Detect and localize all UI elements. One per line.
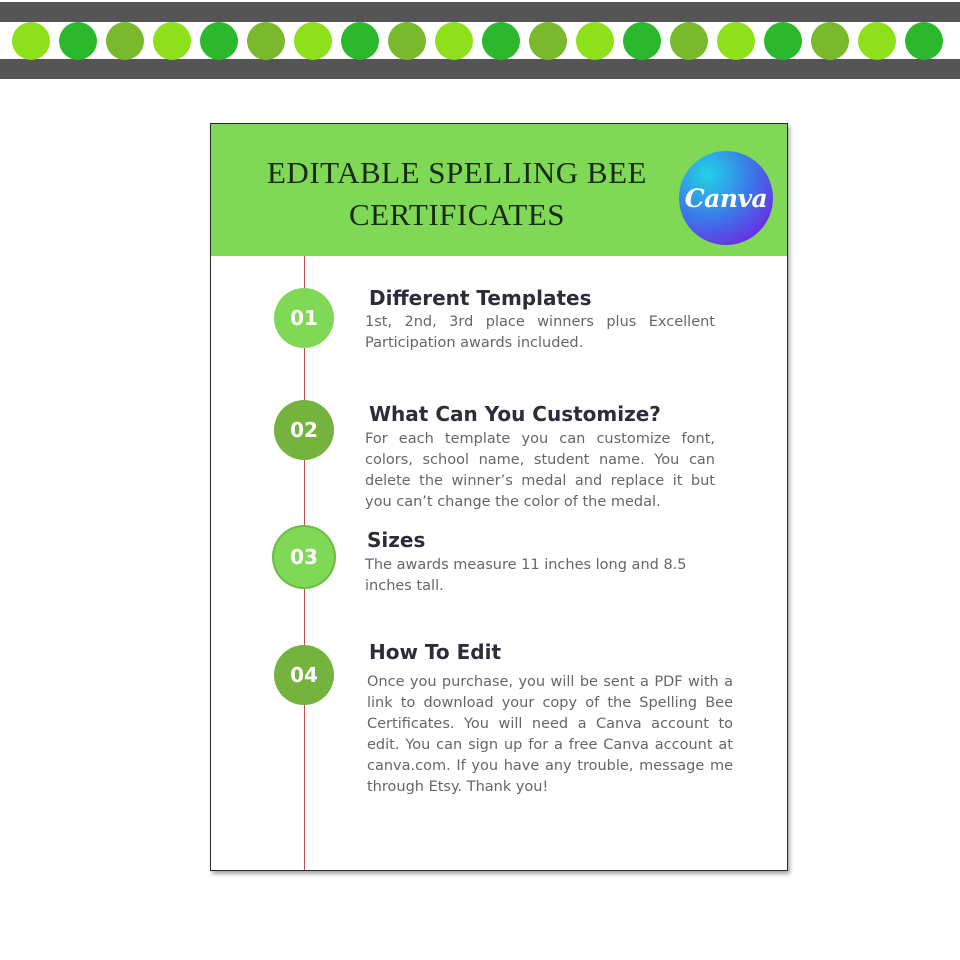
step-description: Once you purchase, you will be sent a PDF with a link to download your copy of the Spelling Bee Certificates. You will need a Canva account to edit. You can sign up for a free Canva account at canva.com. If you have any trouble, message me through Etsy. Thank you!	[367, 674, 733, 795]
decorative-dot	[153, 22, 191, 60]
page-title	[241, 152, 673, 236]
decorative-dot	[482, 22, 520, 60]
canva-logo-icon	[679, 151, 773, 245]
decorative-dot	[247, 22, 285, 60]
decorative-dot	[59, 22, 97, 60]
step-number-badge: 02	[274, 400, 334, 460]
decorative-dot	[341, 22, 379, 60]
step-title: How To Edit	[369, 640, 502, 664]
decorative-dot	[294, 22, 332, 60]
decorative-dot	[905, 22, 943, 60]
decorative-dot	[670, 22, 708, 60]
canva-logo-text: Canva	[684, 183, 768, 213]
decorative-dot	[764, 22, 802, 60]
decorative-dot	[576, 22, 614, 60]
decorative-dot-row	[0, 0, 960, 82]
decorative-dot	[717, 22, 755, 60]
title-line-1: EDITABLE SPELLING BEE	[267, 155, 647, 190]
step-title: Different Templates	[369, 286, 592, 310]
decorative-dot	[529, 22, 567, 60]
title-line-2: CERTIFICATES	[349, 197, 565, 232]
product-card	[210, 123, 788, 871]
decorative-dot	[811, 22, 849, 60]
decorative-dot	[623, 22, 661, 60]
decorative-dot	[435, 22, 473, 60]
step-title: Sizes	[367, 528, 426, 552]
decorative-dot	[200, 22, 238, 60]
decorative-dot	[12, 22, 50, 60]
decorative-dot	[858, 22, 896, 60]
step-number-badge: 03	[274, 527, 334, 587]
step-description: The awards measure 11 inches long and 8.5 inches tall.	[365, 557, 687, 594]
card-header	[211, 124, 787, 256]
decorative-dot	[388, 22, 426, 60]
step-title: What Can You Customize?	[369, 402, 661, 426]
step-number-badge: 04	[274, 645, 334, 705]
decorative-dot	[106, 22, 144, 60]
step-description: 1st, 2nd, 3rd place winners plus Excellent Participation awards included.	[365, 314, 715, 351]
step-description: For each template you can customize font, colors, school name, student name. You can delete the winner’s medal and replace it but you can’t change the color of the medal.	[365, 431, 715, 510]
step-number-badge: 01	[274, 288, 334, 348]
